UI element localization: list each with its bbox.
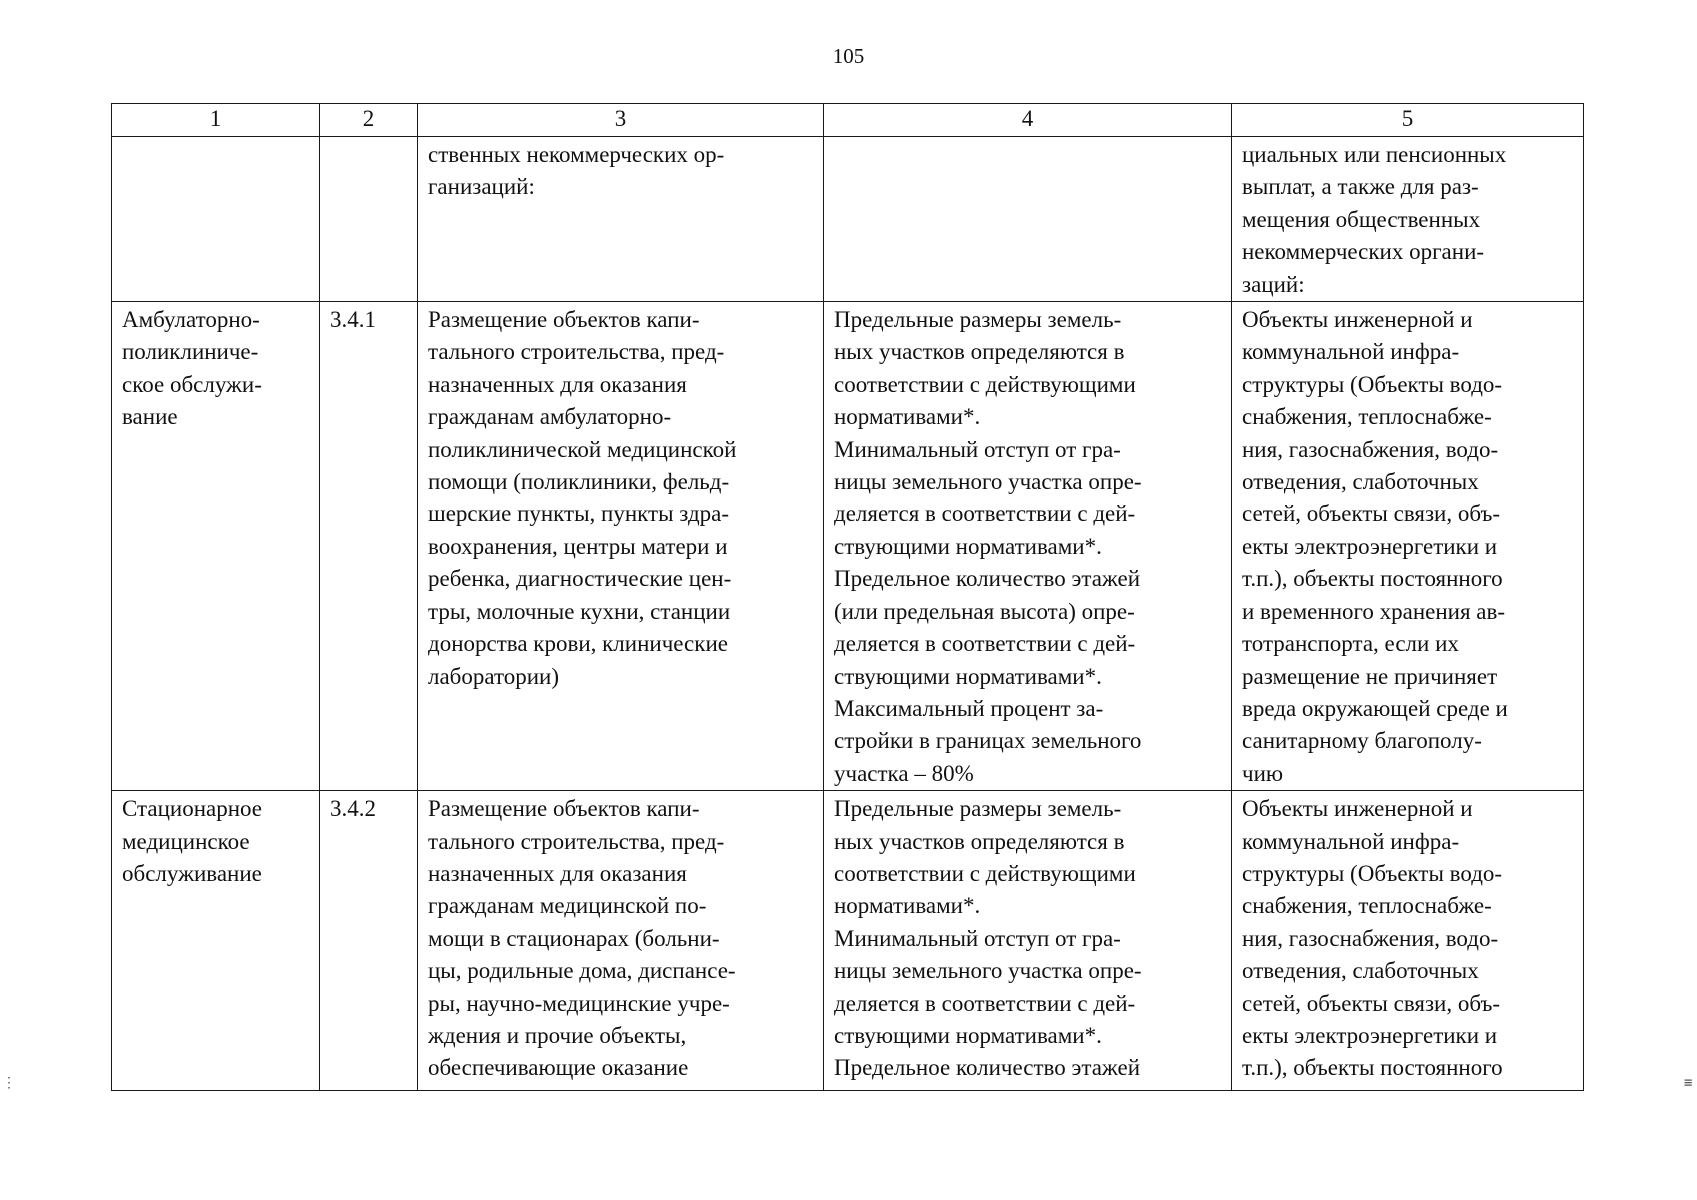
scan-margin-mark-left: ⋮: [2, 1075, 16, 1091]
cell-parameters: [824, 137, 1232, 302]
cell-name: [112, 791, 320, 1091]
cell-text: 3.4.2: [330, 796, 376, 822]
cell-text: Предельные размеры земель- ных участков определяются в соответствии с действующими нормативами*. Минимальный отступ от гра- ницы земельного участка опре- деляется в соответствии с дей- ствующими нормативами*. Предельное количество этажей (или предельная высота) опре- деляется в соответствии с дей- ствующими нормативами*. Максимальный процент за- стройки в границах земельного участка – 80%: [834, 307, 1142, 786]
cell-text: 3.4.1: [330, 307, 376, 333]
cell-code: [320, 791, 418, 1091]
cell-text: Размещение объектов капи- тального строительства, пред- назначенных для оказания гражданам медицинской по- мощи в стационарах (больни- цы, родильные дома, диспансе- ры, научно-медицинские учре- ждения и прочие объекты, обеспечивающие оказание: [428, 796, 736, 1081]
cell-text: Размещение объектов капи- тального строительства, пред- назначенных для оказания гражданам амбулаторно- поликлинической медицинской помощи (поликлиники, фельд- шерские пункты, пункты здра- воохранения, центры матери и ребенка, диагностические цен- тры, молочные кухни, станции донорства крови, клинические лаборатории): [428, 307, 737, 689]
cell-text: Объекты инженерной и коммунальной инфра- структуры (Объекты водо- снабжения, теплоснабже- ния, газоснабжения, водо- отведения, слаботочных сетей, объекты связи, объ- екты электроэнергетики и т.п.), объекты постоянного и временного хранения ав- тотранспорта, если их размещение не причиняет вреда окружающей среде и санитарному благополу- чию: [1242, 307, 1508, 786]
page-number: 105: [832, 44, 865, 68]
cell-text: Предельные размеры земель- ных участков определяются в соответствии с действующими нормативами*. Минимальный отступ от гра- ницы земельного участка опре- деляется в соответствии с дей- ствующими нормативами*. Предельное количество этажей: [834, 796, 1142, 1081]
zoning-table: [111, 103, 1584, 1091]
header-col-2: 2: [320, 104, 418, 137]
cell-auxiliary: [1232, 302, 1584, 791]
header-col-5: 5: [1232, 104, 1584, 137]
cell-code: [320, 137, 418, 302]
header-row: [112, 104, 1584, 137]
table-row-3-4-2: [112, 791, 1584, 1091]
cell-code: [320, 302, 418, 791]
cell-text: Амбулаторно- поликлиниче- ское обслужи- вание: [122, 307, 262, 430]
cell-auxiliary: [1232, 137, 1584, 302]
cell-text: Стационарное медицинское обслуживание: [122, 796, 263, 886]
header-col-4: 4: [824, 104, 1232, 137]
cell-description: [418, 302, 824, 791]
cell-name: [112, 137, 320, 302]
cell-text: Объекты инженерной и коммунальной инфра- структуры (Объекты водо- снабжения, теплоснабже- ния, газоснабжения, водо- отведения, слаботочных сетей, объекты связи, объ- екты электроэнергетики и т.п.), объекты постоянного: [1242, 796, 1503, 1081]
table-row-3-4-1: [112, 302, 1584, 791]
cell-text: ственных некоммерческих ор- ганизаций:: [428, 142, 725, 200]
cell-description: [418, 137, 824, 302]
cell-description: [418, 791, 824, 1091]
cell-parameters: [824, 302, 1232, 791]
cell-auxiliary: [1232, 791, 1584, 1091]
header-col-3: 3: [418, 104, 824, 137]
header-col-1: 1: [112, 104, 320, 137]
cell-name: [112, 302, 320, 791]
table-row-continuation: [112, 137, 1584, 302]
scan-margin-mark-right: ≡: [1684, 1075, 1693, 1091]
cell-parameters: [824, 791, 1232, 1091]
cell-text: циальных или пенсионных выплат, а также для раз- мещения общественных некоммерческих органи- заций:: [1242, 142, 1507, 297]
